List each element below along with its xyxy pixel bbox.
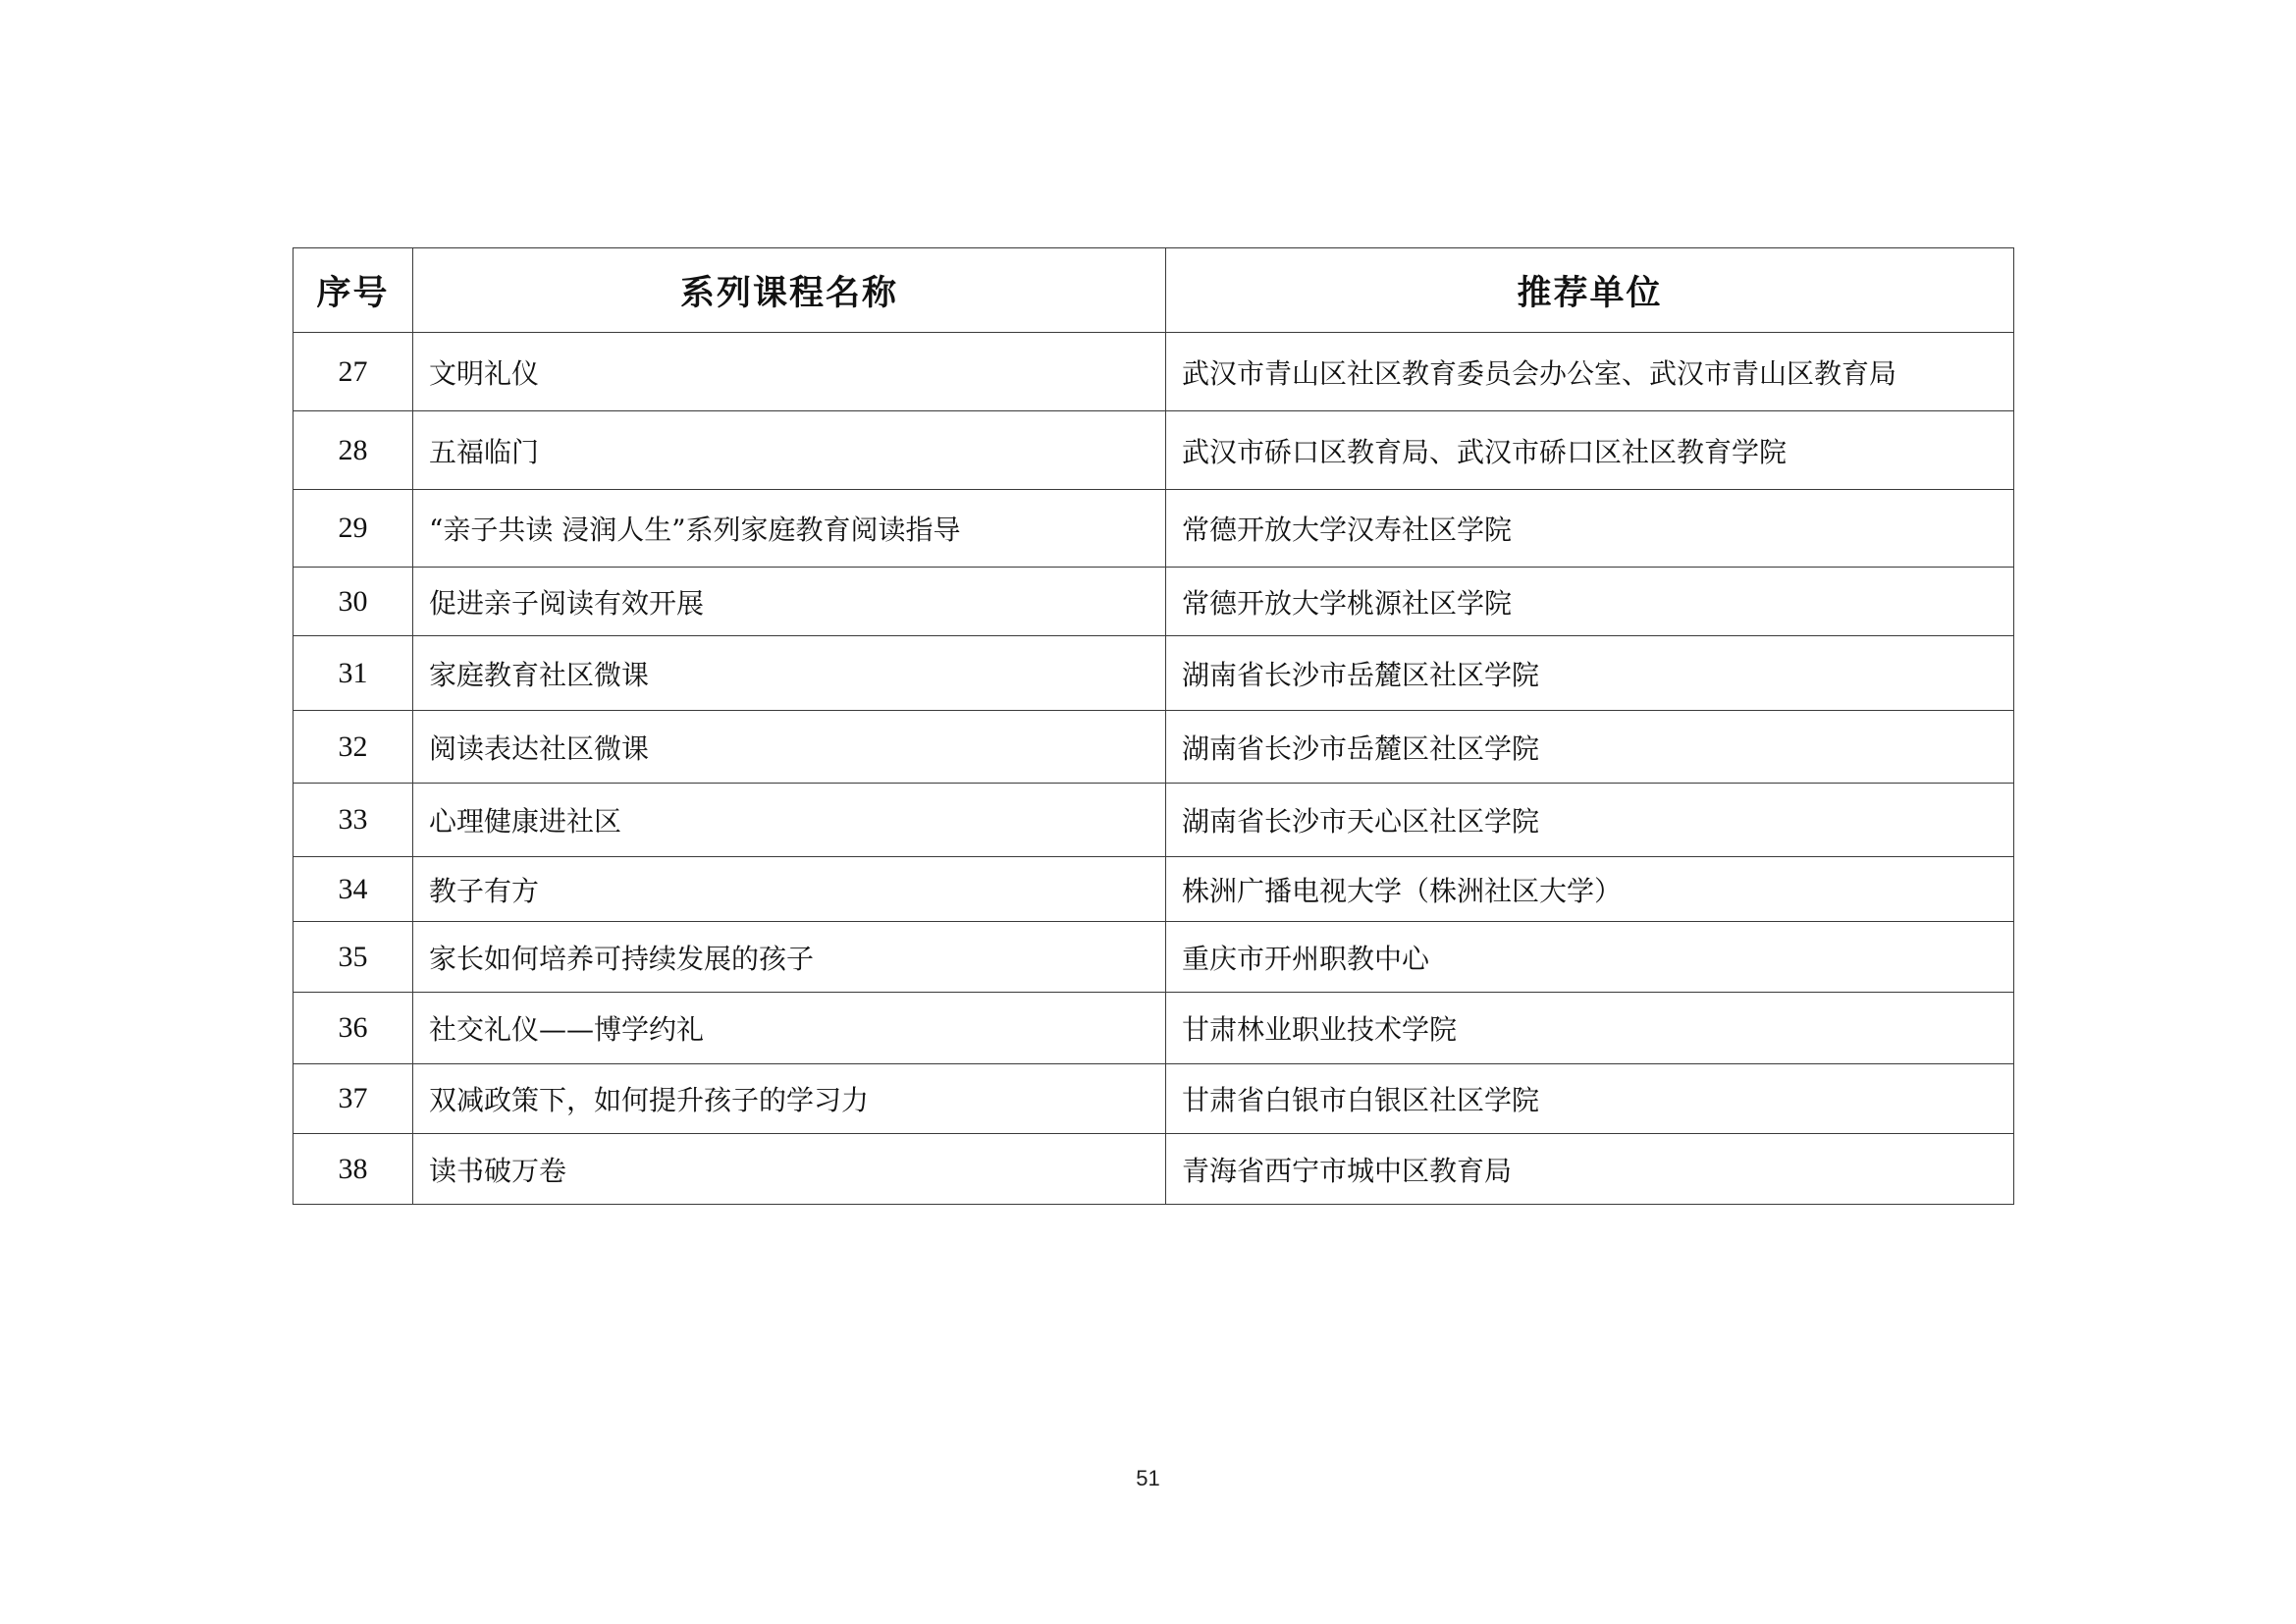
table-row xyxy=(294,490,2014,568)
course-name-cell: 文明礼仪 xyxy=(413,333,1166,411)
course-name-cell: 阅读表达社区微课 xyxy=(413,711,1166,784)
header-serial-number: 序号 xyxy=(294,248,413,333)
serial-number-cell: 28 xyxy=(294,411,413,490)
table-row xyxy=(294,784,2014,857)
recommending-unit-cell: 甘肃省白银市白银区社区学院 xyxy=(1166,1064,2014,1134)
serial-number-cell: 31 xyxy=(294,636,413,711)
course-name-cell: 家长如何培养可持续发展的孩子 xyxy=(413,922,1166,993)
serial-number-cell: 36 xyxy=(294,993,413,1064)
header-course-name: 系列课程名称 xyxy=(413,248,1166,333)
table-row xyxy=(294,568,2014,636)
serial-number-cell: 32 xyxy=(294,711,413,784)
recommending-unit-cell: 常德开放大学桃源社区学院 xyxy=(1166,568,2014,636)
table-row xyxy=(294,857,2014,922)
table-row xyxy=(294,711,2014,784)
table-row xyxy=(294,411,2014,490)
course-name-cell: “亲子共读 浸润人生”系列家庭教育阅读指导 xyxy=(413,490,1166,568)
recommending-unit-cell: 湖南省长沙市岳麓区社区学院 xyxy=(1166,711,2014,784)
table-row xyxy=(294,636,2014,711)
serial-number-cell: 27 xyxy=(294,333,413,411)
recommending-unit-cell: 湖南省长沙市天心区社区学院 xyxy=(1166,784,2014,857)
serial-number-cell: 34 xyxy=(294,857,413,922)
table-row xyxy=(294,1134,2014,1205)
serial-number-cell: 35 xyxy=(294,922,413,993)
recommending-unit-cell: 株洲广播电视大学（株洲社区大学） xyxy=(1166,857,2014,922)
course-name-cell: 促进亲子阅读有效开展 xyxy=(413,568,1166,636)
page-number: 51 xyxy=(1136,1466,1160,1490)
serial-number-cell: 37 xyxy=(294,1064,413,1134)
course-name-cell: 心理健康进社区 xyxy=(413,784,1166,857)
course-table xyxy=(293,247,2014,1205)
table-header-row xyxy=(294,248,2014,333)
course-name-cell: 五福临门 xyxy=(413,411,1166,490)
course-name-cell: 双减政策下，如何提升孩子的学习力 xyxy=(413,1064,1166,1134)
recommending-unit-cell: 湖南省长沙市岳麓区社区学院 xyxy=(1166,636,2014,711)
course-name-cell: 读书破万卷 xyxy=(413,1134,1166,1205)
recommending-unit-cell: 重庆市开州职教中心 xyxy=(1166,922,2014,993)
recommending-unit-cell: 常德开放大学汉寿社区学院 xyxy=(1166,490,2014,568)
table-row xyxy=(294,993,2014,1064)
serial-number-cell: 29 xyxy=(294,490,413,568)
table-row xyxy=(294,1064,2014,1134)
serial-number-cell: 33 xyxy=(294,784,413,857)
serial-number-cell: 30 xyxy=(294,568,413,636)
course-name-cell: 社交礼仪——博学约礼 xyxy=(413,993,1166,1064)
header-recommending-unit: 推荐单位 xyxy=(1166,248,2014,333)
recommending-unit-cell: 青海省西宁市城中区教育局 xyxy=(1166,1134,2014,1205)
table-row xyxy=(294,922,2014,993)
recommending-unit-cell: 武汉市硚口区教育局、武汉市硚口区社区教育学院 xyxy=(1166,411,2014,490)
table-row xyxy=(294,333,2014,411)
serial-number-cell: 38 xyxy=(294,1134,413,1205)
recommending-unit-cell: 武汉市青山区社区教育委员会办公室、武汉市青山区教育局 xyxy=(1166,333,2014,411)
course-name-cell: 教子有方 xyxy=(413,857,1166,922)
recommending-unit-cell: 甘肃林业职业技术学院 xyxy=(1166,993,2014,1064)
course-name-cell: 家庭教育社区微课 xyxy=(413,636,1166,711)
